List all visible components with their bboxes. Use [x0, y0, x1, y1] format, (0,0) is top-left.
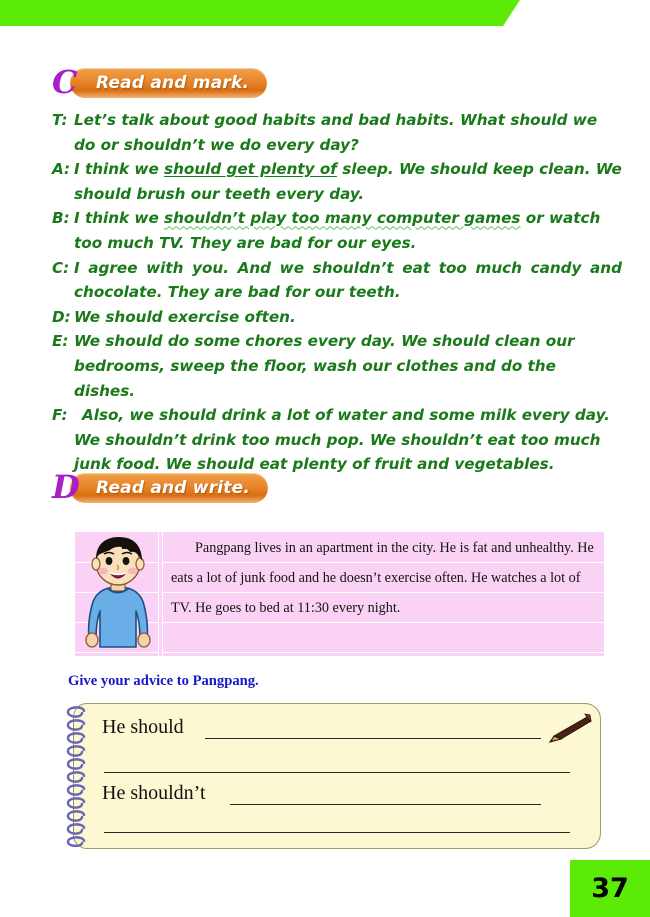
notepad-write-line-2[interactable] — [104, 772, 570, 773]
dialogue-fragment: I think we — [74, 160, 165, 179]
dialogue-fragment: or watch too much TV. They are bad for our eyes. — [74, 209, 601, 252]
dialogue-text — [74, 108, 622, 157]
section-d-letter: D — [52, 468, 80, 506]
dialogue-speaker: B: — [52, 209, 70, 228]
dialogue-speaker: C: — [52, 258, 70, 277]
section-d-pill — [70, 473, 268, 503]
notepad-prompt-should: He should — [102, 716, 184, 738]
dialogue-line — [52, 206, 622, 255]
dialogue-fragment: sleep. We should keep clean. We should brush our teeth every day. — [74, 160, 622, 203]
dialogue-line — [52, 305, 622, 330]
section-d-title: Read and write. — [96, 478, 251, 498]
notepad-prompt-shouldnt: He shouldn’t — [102, 782, 206, 804]
section-c-letter: C — [52, 63, 78, 101]
pencil-icon — [545, 712, 593, 746]
page-number-badge — [570, 860, 650, 917]
dialogue-speaker: E: — [52, 332, 69, 351]
notepad-write-line-4[interactable] — [104, 832, 570, 833]
dialogue-text — [74, 206, 622, 255]
page-number: 37 — [591, 873, 629, 904]
section-c-pill — [70, 68, 267, 98]
dialogue-line — [52, 403, 622, 477]
passage-paragraph: Pangpang lives in an apartment in the city. He is fat and unhealthy. He eats a lot of junk food and he doesn’t exercise often. He watches a lot of TV. He goes to bed at 11:30 every night. — [171, 540, 594, 616]
dialogue-text — [74, 403, 622, 477]
passage-text — [171, 532, 598, 657]
dialogue-fragment: Also, we should drink a lot of water and some milk every day. We shouldn’t drink too much pop. We shouldn’t eat too much junk food. We should eat plenty of fruit and vegetables. — [74, 406, 610, 474]
notepad-write-line-1[interactable] — [205, 738, 541, 739]
dialogue-fragment-wavy-underlined: shouldn’t play too many computer games — [164, 209, 521, 228]
pangpang-boy-illustration — [80, 535, 156, 653]
dialogue-line — [52, 108, 622, 157]
answer-notepad[interactable] — [73, 703, 601, 849]
top-green-banner — [0, 0, 520, 26]
notepad-write-line-3[interactable] — [230, 804, 541, 805]
dialogue-fragment: We should do some chores every day. We should clean our bedrooms, sweep the floor, wash our clothes and do the dishes. — [74, 332, 575, 400]
dialogue-fragment: I think we — [74, 209, 165, 228]
dialogue-speaker: T: — [52, 111, 68, 129]
dialogue-text — [74, 305, 622, 330]
dialogue-fragment-underlined: should get plenty of — [164, 160, 337, 179]
dialogue-line — [52, 157, 622, 206]
dialogue-fragment: Let’s talk about good habits and bad habits. What should we do or shouldn’t we do every day? — [74, 111, 598, 154]
dialogue-text — [74, 157, 622, 206]
dialogue-text — [74, 329, 622, 403]
dialogue-speaker: D: — [52, 307, 71, 326]
dialogue-speaker: F: — [52, 406, 68, 425]
dialogue-fragment: I agree with you. And we shouldn’t eat too much candy and chocolate. They are bad for our teeth. — [74, 258, 622, 302]
advice-prompt-label: Give your advice to Pangpang. — [68, 673, 259, 689]
notepad-spiral-rings — [62, 705, 90, 847]
passage-column-divider — [158, 532, 163, 656]
dialogue-line — [52, 329, 622, 403]
dialogue-text — [74, 256, 622, 305]
dialogue-line — [52, 256, 622, 305]
dialogue-fragment: We should exercise often. — [74, 307, 296, 326]
section-c-title: Read and mark. — [96, 73, 250, 93]
dialogue-list — [52, 108, 622, 477]
dialogue-speaker: A: — [52, 160, 71, 179]
reading-passage-box — [75, 531, 604, 656]
